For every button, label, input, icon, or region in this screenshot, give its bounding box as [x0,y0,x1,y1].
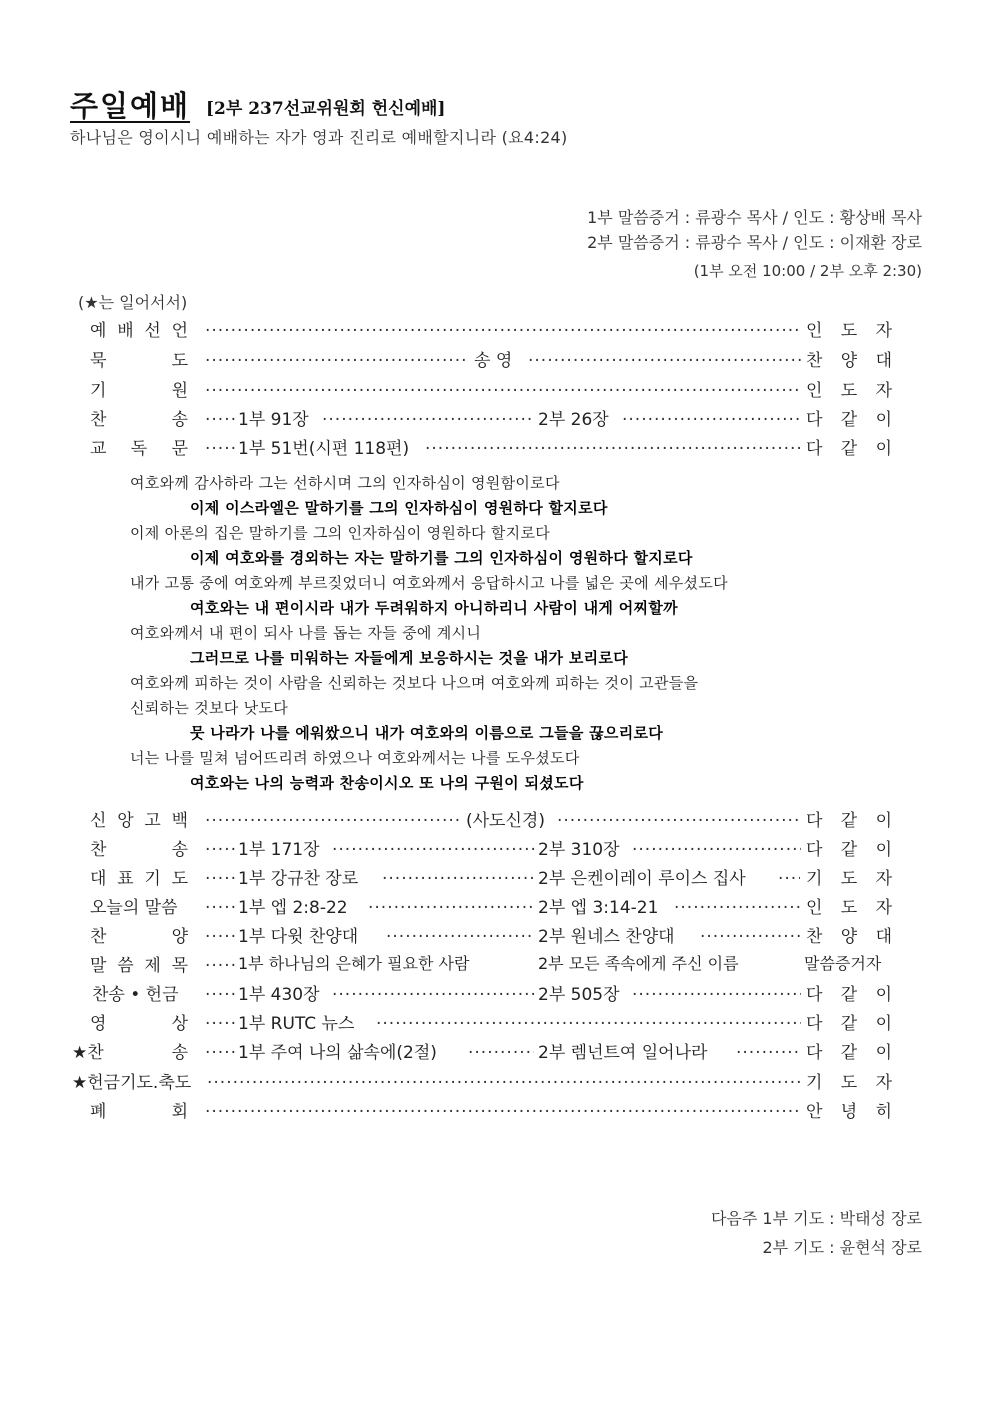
order-part2: 2부 310장 [538,840,620,860]
standing-note: (★는 일어서서) [78,293,188,312]
leader-dots [205,316,801,336]
litany-line-congregation: 이제 여호와를 경외하는 자는 말하기를 그의 인자하심이 영원하다 할지로다 [190,549,693,567]
leader-dots [376,1009,801,1029]
order-leader: 인 도 자 [806,321,892,341]
order-leader: 다 같 이 [806,1014,892,1034]
order-leader: 인 도 자 [806,381,892,401]
order-part2: 2부 렘넌트여 일어나라 [538,1043,708,1063]
litany-line-leader: 여호와께 감사하라 그는 선하시며 그의 인자하심이 영원함이로다 [130,474,560,492]
order-part2: 2부 엡 3:14-21 [538,898,659,918]
order-row [0,1097,992,1125]
leader-dots [205,835,235,855]
order-label: 신 앙 고 백 [90,811,188,831]
order-label: 대 표 기 도 [90,869,188,889]
order-leader: 기 도 자 [806,869,892,889]
order-leader: 찬 양 대 [806,351,892,371]
leader-dots [632,835,801,855]
order-leader: 말씀증거자 [804,954,882,973]
order-leader: 다 같 이 [806,840,892,860]
order-mid: 송 영 [474,351,513,371]
order-label: ★헌금기도.축도 [72,1073,192,1093]
leader-dots [368,893,534,913]
order-row [0,1068,992,1096]
leader-dots [205,864,235,884]
leader-dots [468,1038,534,1058]
order-mid: (사도신경) [466,811,545,831]
order-part1: 1부 주여 나의 삶속에(2절) [238,1043,437,1063]
order-leader: 다 같 이 [806,811,892,831]
leader-dots [425,434,801,454]
order-part1: 1부 엡 2:8-22 [238,898,348,918]
leader-dots [205,1009,235,1029]
service-times: (1부 오전 10:00 / 2부 오후 2:30) [693,262,922,280]
preacher-line-2: 2부 말씀증거 : 류광수 목사 / 인도 : 이재환 장로 [587,233,922,252]
litany-line-leader: 여호와께 피하는 것이 사람을 신뢰하는 것보다 나으며 여호와께 피하는 것이 고관들을 [130,674,699,692]
litany-line-congregation: 이제 이스라엘은 말하기를 그의 인자하심이 영원하다 할지로다 [190,499,608,517]
leader-dots [557,806,801,826]
leader-dots [528,346,801,366]
order-part2: 2부 은켄이레이 루이스 집사 [538,869,746,889]
order-row [0,434,992,462]
theme-verse: 하나님은 영이시니 예배하는 자가 영과 진리로 예배할지니라 (요4:24) [70,128,568,147]
order-leader: 인 도 자 [806,898,892,918]
order-part2: 2부 26장 [538,410,609,430]
order-part1: 1부 51번(시편 118편) [238,439,410,459]
order-label: 교 독 문 [90,439,188,459]
leader-dots [205,893,235,913]
order-part1: 1부 하나님의 은혜가 필요한 사람 [238,954,470,973]
leader-dots [205,806,461,826]
leader-dots [700,922,801,942]
order-part2: 2부 505장 [538,985,620,1005]
leader-dots [674,893,801,913]
order-leader: 다 같 이 [806,410,892,430]
order-part2: 2부 원네스 찬양대 [538,927,675,947]
order-label: 영 상 [90,1014,188,1034]
leader-dots [205,951,235,971]
litany-line-leader: 이제 아론의 집은 말하기를 그의 인자하심이 영원하다 할지로다 [130,524,551,542]
leader-dots [332,980,534,1000]
order-leader: 기 도 자 [806,1073,892,1093]
leader-dots [205,376,801,396]
order-label: 폐 회 [90,1102,188,1122]
service-subtitle: [2부 237선교위원회 헌신예배] [206,99,446,119]
leader-dots [382,864,534,884]
leader-dots [205,346,465,366]
order-label: 찬 양 [90,927,188,947]
order-row [0,1009,992,1037]
order-row [0,316,992,344]
order-row [0,405,992,433]
order-row [0,835,992,863]
next-week-prayer-2: 2부 기도 : 윤현석 장로 [762,1238,922,1257]
order-label: 찬송 • 헌금 [92,985,179,1005]
litany-line-congregation: 여호와는 내 편이시라 내가 두려워하지 아니하리니 사람이 내게 어찌할까 [190,599,678,617]
leader-dots [386,922,534,942]
order-label: 말 씀 제 목 [90,956,188,976]
preacher-line-1: 1부 말씀증거 : 류광수 목사 / 인도 : 황상배 목사 [587,208,922,227]
order-part1: 1부 171장 [238,840,320,860]
leader-dots [205,922,235,942]
leader-dots [205,434,235,454]
leader-dots [332,835,534,855]
leader-dots [622,405,801,425]
litany-line-congregation: 여호와는 나의 능력과 찬송이시오 또 나의 구원이 되셨도다 [190,774,584,792]
order-leader: 다 같 이 [806,439,892,459]
order-part1: 1부 강규찬 장로 [238,869,359,889]
order-label: 묵 도 [90,351,188,371]
litany-line-leader: 신뢰하는 것보다 낫도다 [130,699,289,717]
order-row [0,922,992,950]
order-part1: 1부 다윗 찬양대 [238,927,359,947]
leader-dots [778,864,800,884]
litany-line-leader: 내가 고통 중에 여호와께 부르짖었더니 여호와께서 응답하시고 나를 넓은 곳에 세우셨도다 [130,574,728,592]
litany-line-leader: 너는 나를 밀쳐 넘어뜨리려 하였으나 여호와께서는 나를 도우셨도다 [130,749,580,767]
order-row [0,1038,992,1066]
leader-dots [207,1068,801,1088]
order-row [0,951,992,979]
order-row [0,346,992,374]
leader-dots [632,980,801,1000]
litany-line-leader: 여호와께서 내 편이 되사 나를 돕는 자들 중에 계시니 [130,624,482,642]
order-row [0,864,992,892]
order-row [0,376,992,404]
leader-dots [736,1038,800,1058]
order-label: 찬 송 [90,840,188,860]
order-row [0,806,992,834]
order-label: 찬 송 [90,410,188,430]
litany-line-congregation: 뭇 나라가 나를 에워쌌으니 내가 여호와의 이름으로 그들을 끊으리로다 [190,724,664,742]
order-row [0,893,992,921]
order-leader: 다 같 이 [806,1043,892,1063]
leader-dots [322,405,534,425]
page-title: 주일예배 [70,89,191,123]
order-label: 기 원 [90,381,188,401]
leader-dots [205,405,235,425]
leader-dots [205,1097,801,1117]
order-label: ★찬 송 [72,1043,188,1063]
order-part1: 1부 RUTC 뉴스 [238,1014,355,1034]
litany-line-congregation: 그러므로 나를 미워하는 자들에게 보응하시는 것을 내가 보리로다 [190,649,628,667]
order-label: 예 배 선 언 [90,321,188,341]
order-leader: 찬 양 대 [806,927,892,947]
order-part1: 1부 430장 [238,985,320,1005]
order-row [0,980,992,1008]
order-part1: 1부 91장 [238,410,309,430]
leader-dots [205,980,235,1000]
order-leader: 다 같 이 [806,985,892,1005]
leader-dots [205,1038,235,1058]
order-label: 오늘의 말씀 [90,898,178,918]
next-week-prayer-1: 다음주 1부 기도 : 박태성 장로 [710,1209,922,1228]
order-leader: 안 녕 히 [806,1102,892,1122]
order-part2: 2부 모든 족속에게 주신 이름 [538,954,739,973]
